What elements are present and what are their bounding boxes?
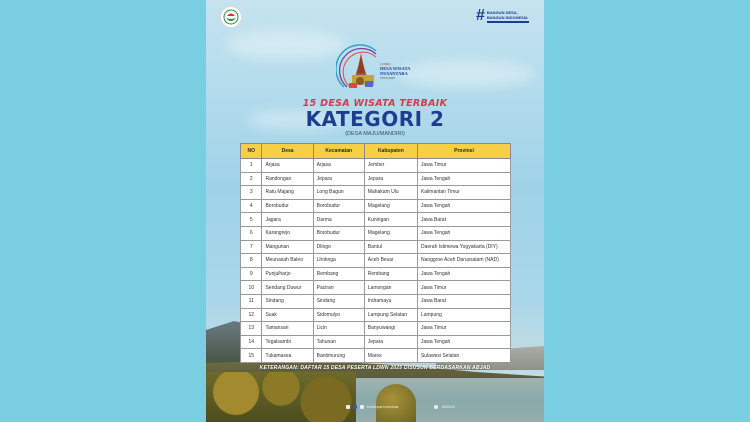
svg-text:NUSANTARA: NUSANTARA [380, 71, 408, 76]
cell-kabupaten: Magelang [364, 199, 417, 213]
cell-kabupaten: Maros [364, 349, 417, 363]
cell-kabupaten: Jepara [364, 172, 417, 186]
cell-provinsi: Nanggroe Aceh Darussalam (NAD) [417, 254, 510, 268]
header-provinsi: Provinsi [417, 144, 510, 159]
cell-provinsi: Jawa Timur [417, 322, 510, 336]
cell-desa: Randongan [262, 172, 313, 186]
phone-number: 1500640 [441, 405, 455, 409]
cell-kecamatan: Arjasa [313, 159, 364, 173]
cell-no: 3 [241, 186, 262, 200]
title-subtitle: (DESA MAJU/MANDIRI) [345, 131, 405, 137]
cell-kabupaten: Lamongan [364, 281, 417, 295]
cell-desa: Borobudur [262, 199, 313, 213]
cell-provinsi: Jawa Barat [417, 213, 510, 227]
cell-provinsi: Jawa Barat [417, 294, 510, 308]
cell-provinsi: Kalimantan Timur [417, 186, 510, 200]
cell-kecamatan: Dlingo [313, 240, 364, 254]
svg-text:TAHUN 2025: TAHUN 2025 [380, 77, 395, 80]
cell-kecamatan: Borobudur [313, 199, 364, 213]
table-row [241, 186, 511, 200]
cell-provinsi: Daerah Istimewa Yogyakarta (DIY) [417, 240, 510, 254]
cell-desa: Sendang Duwur [262, 281, 313, 295]
villages-table [240, 143, 511, 363]
cell-no: 4 [241, 199, 262, 213]
cloud [396, 60, 536, 88]
cell-provinsi: Sulawesi Selatan [417, 349, 510, 363]
cell-provinsi: Lampung [417, 308, 510, 322]
poster [206, 0, 544, 422]
cell-kabupaten: Rembang [364, 267, 417, 281]
cell-kabupaten: Lampung Selatan [364, 308, 417, 322]
cell-kecamatan: Paciran [313, 281, 364, 295]
cell-desa: Jagara [262, 213, 313, 227]
cell-provinsi: Jawa Timur [417, 159, 510, 173]
header-no: NO [241, 144, 262, 159]
cell-desa: Meunasah Baleo [262, 254, 313, 268]
social-handle: kemenpar.indonesia [367, 405, 399, 409]
table-row [241, 240, 511, 254]
cloud [226, 30, 346, 60]
facebook-icon [346, 405, 350, 409]
desa-wisata-nusantara-emblem-icon [336, 43, 414, 93]
table-header-row [241, 144, 511, 159]
cell-desa: Punjulharjo [262, 267, 313, 281]
header-desa: Desa [262, 144, 313, 159]
cell-kabupaten: Banyuwangi [364, 322, 417, 336]
table-row [241, 267, 511, 281]
table-row [241, 335, 511, 349]
header-kabupaten: Kabupaten [364, 144, 417, 159]
cell-no: 14 [241, 335, 262, 349]
cell-no: 2 [241, 172, 262, 186]
table-row [241, 213, 511, 227]
lake [336, 378, 544, 422]
cell-kecamatan: Jepara [313, 172, 364, 186]
cell-kabupaten: Kuningan [364, 213, 417, 227]
cell-no: 11 [241, 294, 262, 308]
cell-no: 7 [241, 240, 262, 254]
youtube-icon [353, 405, 357, 409]
cell-kabupaten: Jember [364, 159, 417, 173]
cell-desa: Ratu Majang [262, 186, 313, 200]
cell-no: 1 [241, 159, 262, 173]
trees [376, 384, 416, 422]
page-title: KATEGORI 2 [305, 107, 445, 131]
logo-line1: BANGUN DESA, [486, 9, 518, 15]
cell-kecamatan: Bantimurung [313, 349, 364, 363]
cell-no: 12 [241, 308, 262, 322]
cell-no: 6 [241, 226, 262, 240]
kemenpar-logo-icon [220, 6, 242, 28]
logo-line2: BANGUN INDONESIA [486, 14, 528, 20]
cell-provinsi: Jawa Tengah [417, 226, 510, 240]
header-kecamatan: Kecamatan [313, 144, 364, 159]
cell-kabupaten: Magelang [364, 226, 417, 240]
cell-kabupaten: Bantul [364, 240, 417, 254]
bangun-desa-logo [476, 8, 529, 24]
cell-provinsi: Jawa Timur [417, 281, 510, 295]
hashtag-logo-icon: # [476, 7, 485, 24]
cell-no: 10 [241, 281, 262, 295]
cell-kecamatan: Rembang [313, 267, 364, 281]
cell-no: 13 [241, 322, 262, 336]
cell-no: 9 [241, 267, 262, 281]
cell-kabupaten: Indramayu [364, 294, 417, 308]
cell-desa: Suak [262, 308, 313, 322]
cell-desa: Tukamasea [262, 349, 313, 363]
cell-desa: Mangunan [262, 240, 313, 254]
table-row [241, 322, 511, 336]
svg-text:DESA WISATA: DESA WISATA [380, 66, 411, 71]
cell-kecamatan: Sidomulyo [313, 308, 364, 322]
x-icon [360, 405, 364, 409]
table-row [241, 308, 511, 322]
svg-text:LOMBA: LOMBA [380, 62, 391, 66]
cell-desa: Tamansari [262, 322, 313, 336]
table-row [241, 199, 511, 213]
cell-kabupaten: Aceh Besar [364, 254, 417, 268]
title-top: 15 DESA WISATA TERBAIK [302, 98, 448, 109]
cell-kecamatan: Tahunan [313, 335, 364, 349]
cell-provinsi: Jawa Tengah [417, 335, 510, 349]
footnote: KETERANGAN: DAFTAR 15 DESA PESERTA LDWN 2025 DISUSUN BERDASARKAN ABJAD [259, 365, 491, 371]
cell-kecamatan: Borobudur [313, 226, 364, 240]
phone-icon [434, 405, 438, 409]
table-row [241, 226, 511, 240]
cell-kecamatan: Long Bagun [313, 186, 364, 200]
cell-no: 5 [241, 213, 262, 227]
logo-bar [487, 21, 529, 23]
cell-desa: Tegalsambi [262, 335, 313, 349]
table-row [241, 349, 511, 363]
cell-kecamatan: Sindang [313, 294, 364, 308]
cell-kecamatan: Lhoknga [313, 254, 364, 268]
cell-desa: Arjasa [262, 159, 313, 173]
table-row [241, 254, 511, 268]
cell-desa: Sindang [262, 294, 313, 308]
cell-provinsi: Jawa Tengah [417, 267, 510, 281]
cell-no: 15 [241, 349, 262, 363]
table-row [241, 172, 511, 186]
cell-desa: Karangrejo [262, 226, 313, 240]
footer-social [346, 405, 455, 409]
cell-kecamatan: Licin [313, 322, 364, 336]
cell-provinsi: Jawa Tengah [417, 199, 510, 213]
cell-kabupaten: Jepara [364, 335, 417, 349]
cell-provinsi: Jawa Tengah [417, 172, 510, 186]
table-row [241, 294, 511, 308]
trees [206, 372, 356, 422]
cell-no: 8 [241, 254, 262, 268]
cell-kecamatan: Darma [313, 213, 364, 227]
cell-kabupaten: Mahakam Ulu [364, 186, 417, 200]
table-row [241, 159, 511, 173]
table-row [241, 281, 511, 295]
